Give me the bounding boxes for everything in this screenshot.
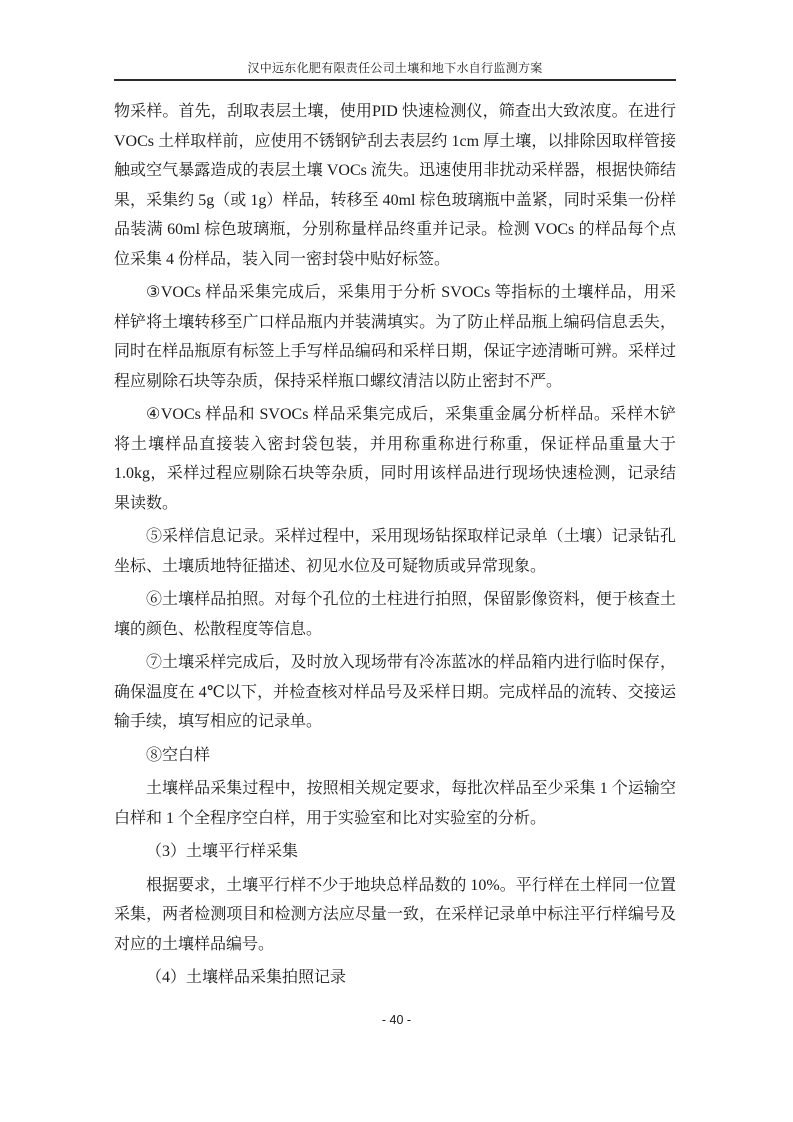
heading-section-4-photo-record: （4）土壤样品采集拍照记录 bbox=[146, 969, 347, 986]
header-title: 汉中远东化肥有限责任公司土壤和地下水自行监测方案 bbox=[247, 61, 543, 75]
paragraph-parallel-sample: 根据要求，土壤平行样不少于地块总样品数的 10%。平行样在土样同一位置采集，两者检测项目和检测方法应尽量一致，在采样记录单中标注平行样编号及对应的土壤样品编号。 bbox=[114, 876, 676, 953]
page-number: - 40 - bbox=[381, 1013, 412, 1027]
paragraph-step-6: ⑥土壤样品拍照。对每个孔位的土柱进行拍照，保留影像资料，便于核查土壤的颜色、松散程度等信息。 bbox=[114, 591, 676, 638]
paragraph-continuation: 物采样。首先，刮取表层土壤，使用PID 快速检测仪，筛查出大致浓度。在进行 VOCs 土样取样前，应使用不锈钢铲刮去表层约 1cm 厚土壤，以排除因取样管接触或空气暴露造成的表层土壤 VOCs 流失。迅速使用非扰动采样器，根据快筛结果，采集约 5g（或 1g）样品，转移至 40ml 棕色玻璃瓶中盖紧，同时采集一份样品装满 60ml 棕色玻璃瓶，分别称量样品终重并记录。检测 VOCs 的样品每个点位采集 4 份样品，装入同一密封袋中贴好标签。 bbox=[114, 103, 676, 268]
document-body bbox=[114, 97, 676, 997]
paragraph-blank-sample: 土壤样品采集过程中，按照相关规定要求，每批次样品至少采集 1 个运输空白样和 1 个全程序空白样，用于实验室和比对实验室的分析。 bbox=[114, 780, 676, 827]
heading-step-8-blank-sample: ⑧空白样 bbox=[146, 746, 211, 764]
paragraph-step-3: ③VOCs 样品采集完成后，采集用于分析 SVOCs 等指标的土壤样品，用采样铲将土壤转移至广口样品瓶内并装满填实。为了防止样品瓶上编码信息丢失，同时在样品瓶原有标签上手写样品编码和采样日期，保证字迹清晰可辨。采样过程应剔除石块等杂质，保持采样瓶口螺纹清洁以防止密封不严。 bbox=[114, 284, 676, 390]
page-footer bbox=[0, 1011, 793, 1029]
paragraph-step-7: ⑦土壤采样完成后，及时放入现场带有冷冻蓝冰的样品箱内进行临时保存，确保温度在 4℃以下，并检查核对样品号及采样日期。完成样品的流转、交接运输手续，填写相应的记录单。 bbox=[114, 654, 676, 730]
page-header bbox=[114, 0, 676, 81]
paragraph-step-5: ⑤采样信息记录。采样过程中，采用现场钻探取样记录单（土壤）记录钻孔坐标、土壤质地特征描述、初见水位及可疑物质或异常现象。 bbox=[114, 528, 676, 575]
heading-section-3-parallel-sampling: （3）土壤平行样采集 bbox=[146, 843, 299, 860]
paragraph-step-4: ④VOCs 样品和 SVOCs 样品采集完成后，采集重金属分析样品。采样木铲将土壤样品直接装入密封袋包装，并用称重称进行称重，保证样品重量大于 1.0kg，采样过程应剔除石块等杂质，同时用该样品进行现场快速检测，记录结果读数。 bbox=[114, 406, 676, 512]
